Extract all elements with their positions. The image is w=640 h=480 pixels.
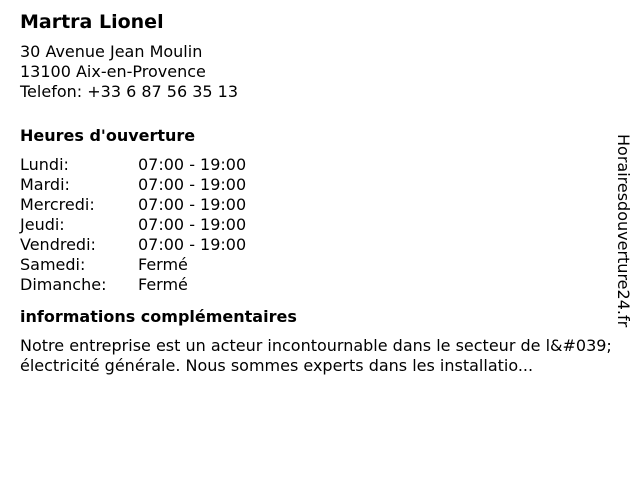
additional-info-title: informations complémentaires <box>20 307 297 326</box>
hours-row-jeudi <box>20 215 246 235</box>
day-label: Dimanche: <box>20 275 107 294</box>
hours-row-mercredi <box>20 195 246 215</box>
day-hours: 07:00 - 19:00 <box>138 175 247 194</box>
hours-row-lundi <box>20 155 246 175</box>
opening-hours-table <box>20 155 246 295</box>
hours-row-samedi <box>20 255 246 275</box>
day-label: Lundi: <box>20 155 69 174</box>
day-label: Jeudi: <box>20 215 65 234</box>
day-hours: 07:00 - 19:00 <box>138 215 247 234</box>
day-label: Mercredi: <box>20 195 95 214</box>
day-label: Samedi: <box>20 255 86 274</box>
day-label: Mardi: <box>20 175 70 194</box>
site-watermark: Horairesdouverture24.fr <box>614 134 633 328</box>
street-address: 30 Avenue Jean Moulin <box>20 42 203 61</box>
opening-hours-title: Heures d'ouverture <box>20 126 196 145</box>
additional-info-text: Notre entreprise est un acteur incontournable dans le secteur de l&#039;électricité générale. Nous sommes experts dans les installatio... <box>20 336 612 375</box>
day-hours: Fermé <box>138 255 188 274</box>
postal-city: 13100 Aix-en-Provence <box>20 62 206 81</box>
day-hours: 07:00 - 19:00 <box>138 155 247 174</box>
hours-row-vendredi <box>20 235 246 255</box>
day-label: Vendredi: <box>20 235 96 254</box>
phone-number: Telefon: +33 6 87 56 35 13 <box>20 82 239 101</box>
day-hours: 07:00 - 19:00 <box>138 195 247 214</box>
day-hours: 07:00 - 19:00 <box>138 235 247 254</box>
day-hours: Fermé <box>138 275 188 294</box>
address-block <box>20 42 620 102</box>
business-name: Martra Lionel <box>20 11 164 33</box>
hours-row-dimanche <box>20 275 246 295</box>
business-card <box>20 10 620 376</box>
hours-row-mardi <box>20 175 246 195</box>
